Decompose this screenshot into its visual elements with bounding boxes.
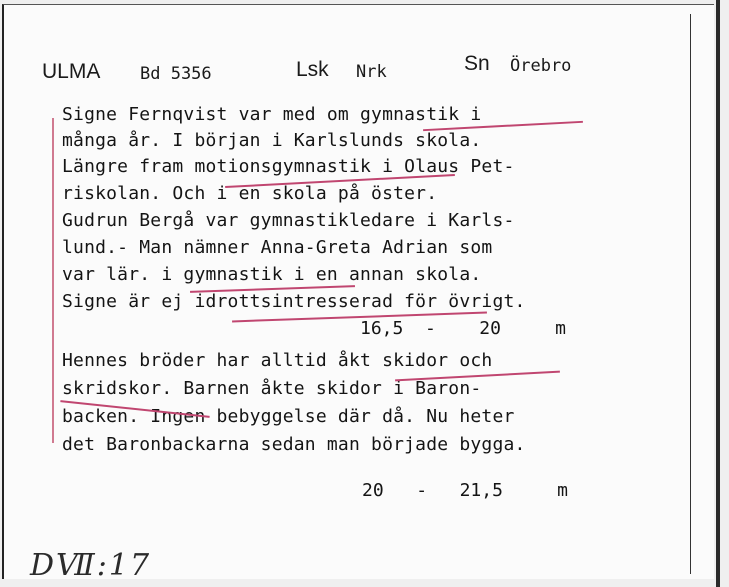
text-line-6: lund.- Man nämner Anna-Greta Adrian som	[62, 237, 493, 258]
text-line-12: det Baronbackarna sedan man började bygga.	[62, 434, 526, 455]
lsk-label: Lsk	[296, 58, 329, 81]
sn-value: Örebro	[510, 56, 572, 76]
text-line-8: Signe är ej idrottsintresserad för övrigt.	[62, 291, 526, 312]
text-line-1: Signe Fernqvist var med om gymnastik i	[62, 104, 482, 125]
text-line-9: Hennes bröder har alltid åkt skidor och	[62, 350, 493, 371]
handwritten-signature: DⅦ:17	[30, 548, 152, 583]
scan-border	[716, 0, 720, 587]
margin-rule	[52, 118, 54, 443]
sn-label: Sn	[464, 52, 490, 75]
text-line-2: många år. I början i Karlslunds skola.	[62, 130, 482, 151]
text-line-3: Längre fram motionsgymnastik i Olaus Pet-	[62, 156, 515, 177]
measure-1: 16,5 - 20 m	[360, 318, 566, 339]
measure-2: 20 - 21,5 m	[362, 480, 568, 501]
archive-label: ULMA	[42, 60, 101, 83]
record-number: Bd 5356	[140, 64, 212, 84]
text-line-11: backen. Ingen bebyggelse där då. Nu heter	[62, 406, 515, 427]
text-line-10: skridskor. Barnen åkte skidor i Baron-	[62, 378, 482, 399]
text-line-7: var lär. i gymnastik i en annan skola.	[62, 264, 482, 285]
text-line-4: riskolan. Och i en skola på öster.	[62, 183, 438, 204]
text-line-5: Gudrun Bergå var gymnastikledare i Karls-	[62, 210, 515, 231]
lsk-value: Nrk	[356, 62, 387, 82]
card-edge-line	[690, 14, 691, 574]
